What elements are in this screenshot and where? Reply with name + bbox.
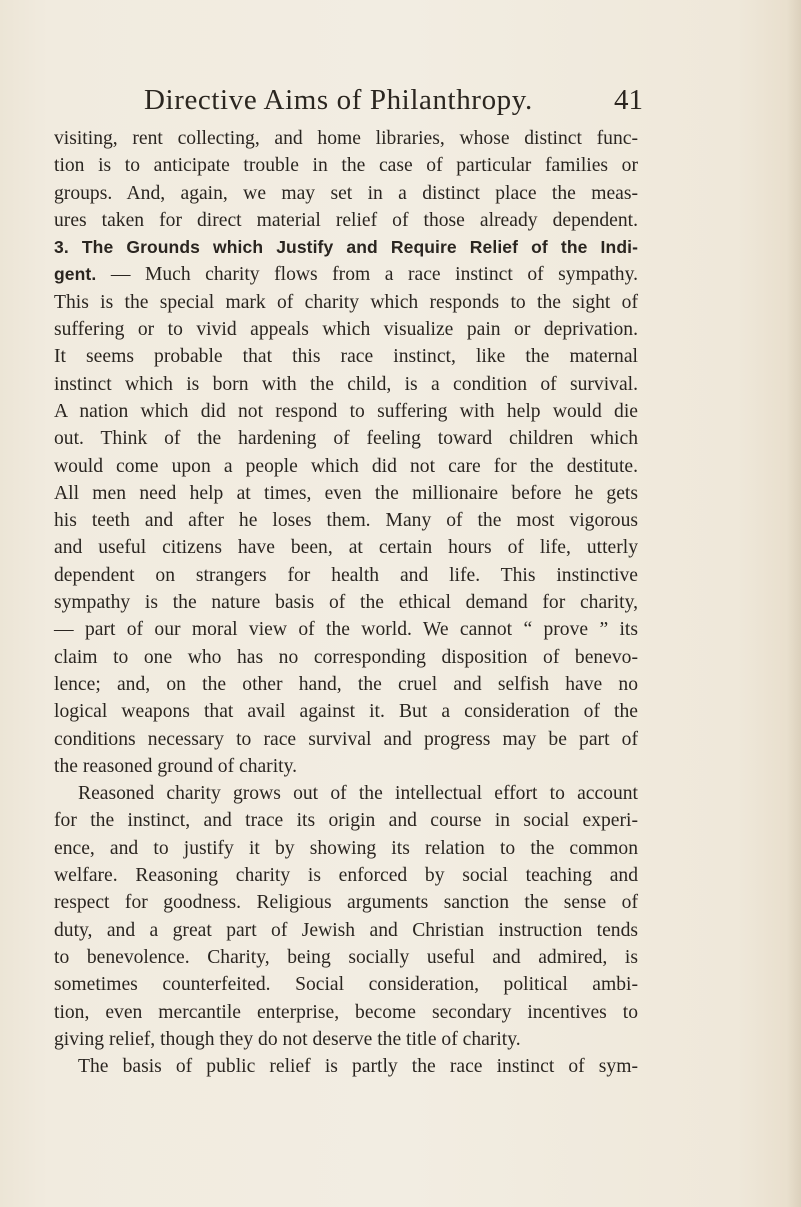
text-line [54, 425, 638, 452]
line-text: duty, and a great part of Jewish and Christian instruction tends [54, 919, 638, 941]
text-line [54, 726, 638, 753]
text-line [54, 807, 638, 834]
line-text: would come upon a people which did not care for the destitute. [54, 455, 638, 477]
text-line [54, 671, 638, 698]
line-text: and useful citizens have been, at certain hours of life, utterly [54, 537, 638, 559]
line-text: his teeth and after he loses them. Many of the most vigorous [54, 510, 638, 532]
line-text: conditions necessary to race survival and progress may be part of [54, 728, 638, 750]
text-line [54, 398, 638, 425]
text-line [54, 780, 638, 807]
running-title: Directive Aims of Philanthropy. [144, 84, 533, 116]
line-text: to benevolence. Charity, being socially useful and admired, is [54, 946, 638, 968]
text-line [54, 753, 638, 780]
text-line [54, 944, 638, 971]
line-text: out. Think of the hardening of feeling toward children which [54, 428, 638, 450]
text-line [54, 480, 638, 507]
line-text: instinct which is born with the child, is a condition of survival. [54, 373, 638, 395]
line-text: — Much charity flows from a race instinct of sympathy. [96, 264, 638, 286]
text-line [54, 316, 638, 343]
page-number: 41 [614, 84, 643, 116]
line-text: tion is to anticipate trouble in the case of particular families or [54, 155, 638, 177]
line-text: All men need help at times, even the millionaire before he gets [54, 482, 638, 504]
text-line [54, 534, 638, 561]
line-text: Reasoned charity grows out of the intellectual effort to account [78, 783, 638, 805]
line-text: the reasoned ground of charity. [54, 755, 298, 777]
text-line [54, 180, 638, 207]
text-line [54, 589, 638, 616]
text-line [54, 507, 638, 534]
text-line [54, 862, 638, 889]
line-text: It seems probable that this race instinct, like the maternal [54, 346, 638, 368]
text-line [54, 835, 638, 862]
line-text: groups. And, again, we may set in a distinct place the meas- [54, 182, 638, 204]
line-text: The basis of public relief is partly the race instinct of sym- [78, 1056, 638, 1078]
body-text [54, 125, 638, 1080]
line-text: for the instinct, and trace its origin and course in social experi- [54, 810, 638, 832]
line-text: dependent on strangers for health and life. This instinctive [54, 564, 638, 586]
line-text: suffering or to vivid appeals which visualize pain or deprivation. [54, 319, 638, 341]
text-line [54, 1026, 638, 1053]
text-line [54, 371, 638, 398]
text-line [54, 644, 638, 671]
text-line [54, 971, 638, 998]
line-text: lence; and, on the other hand, the cruel and selfish have no [54, 673, 638, 695]
text-line [54, 125, 638, 152]
text-line [54, 207, 638, 234]
text-line [54, 698, 638, 725]
text-line [54, 453, 638, 480]
text-line [54, 261, 638, 288]
text-line [54, 917, 638, 944]
line-text: welfare. Reasoning charity is enforced by social teaching and [54, 865, 638, 887]
line-text: logical weapons that avail against it. But a consideration of the [54, 701, 638, 723]
text-line [54, 234, 638, 261]
line-text: visiting, rent collecting, and home libraries, whose distinct func- [54, 128, 638, 149]
text-line [54, 1053, 638, 1080]
section-heading: 3. The Grounds which Justify and Require Relief of the Indi- [54, 237, 638, 258]
line-text: respect for goodness. Religious arguments sanction the sense of [54, 892, 638, 914]
line-text: claim to one who has no corresponding disposition of benevo- [54, 646, 638, 668]
line-text: ures taken for direct material relief of those already dependent. [54, 209, 638, 231]
page-edge-shadow [787, 0, 801, 1207]
text-line [54, 343, 638, 370]
running-head [0, 84, 801, 124]
line-text: tion, even mercantile enterprise, become secondary incentives to [54, 1001, 638, 1023]
line-text: — part of our moral view of the world. We cannot “ prove ” its [54, 619, 638, 641]
line-text: A nation which did not respond to suffering with help would die [54, 400, 638, 422]
line-text: This is the special mark of charity which responds to the sight of [54, 291, 638, 313]
text-line [54, 889, 638, 916]
line-text: ence, and to justify it by showing its relation to the common [54, 837, 638, 859]
section-heading: gent. [54, 264, 97, 285]
text-line [54, 616, 638, 643]
line-text: sometimes counterfeited. Social consideration, political ambi- [54, 974, 638, 996]
text-line [54, 999, 638, 1026]
text-line [54, 289, 638, 316]
line-text: giving relief, though they do not deserve the title of charity. [54, 1028, 521, 1050]
text-line [54, 562, 638, 589]
text-line [54, 152, 638, 179]
line-text: sympathy is the nature basis of the ethical demand for charity, [54, 592, 638, 614]
